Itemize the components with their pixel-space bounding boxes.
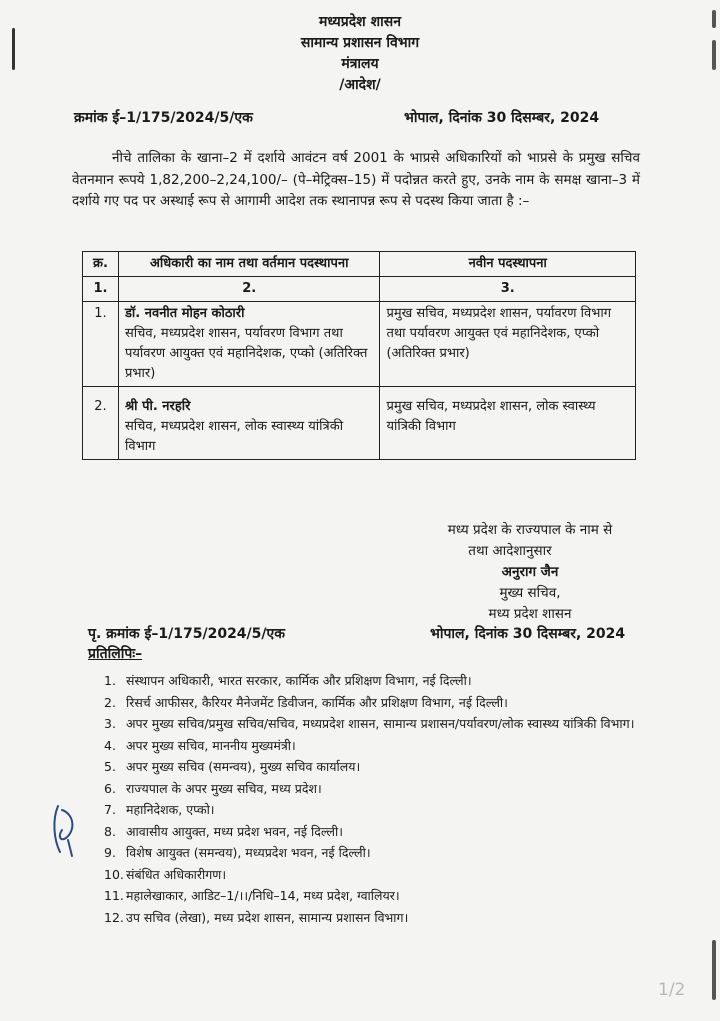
column-number: 3.: [380, 277, 636, 302]
list-item-text: राज्यपाल के अपर मुख्य सचिव, मध्य प्रदेश।: [126, 780, 322, 796]
list-item-text: महानिदेशक, एप्को।: [126, 802, 215, 817]
signature-block: [400, 520, 660, 625]
officer-name: डॉ. नवनीत मोहन कोठारी: [124, 306, 245, 321]
signatory-office: मध्य प्रदेश शासन: [488, 606, 572, 622]
list-item-number: 12.: [104, 909, 124, 925]
govt-name: मध्यप्रदेश शासन: [319, 14, 401, 30]
list-item-number: 1.: [104, 673, 116, 688]
list-item-number: 11.: [104, 888, 124, 903]
copies-list: [104, 670, 664, 928]
handwritten-initial-mark: [50, 800, 80, 860]
list-item: [104, 885, 664, 907]
list-item-text: संस्थापन अधिकारी, भारत सरकार, कार्मिक और प्रशिक्षण विभाग, नई दिल्ली।: [126, 673, 472, 688]
list-item-number: 2.: [104, 694, 116, 710]
list-item: [104, 842, 664, 864]
order-body-text: नीचे तालिका के खाना–2 में दर्शाये आवंटन वर्ष 2001 के भाप्रसे अधिकारियों को भाप्रसे के प्रमुख सचिव वेतनमान रूपये 1,82,200–2,24,100/– (पे–मेट्रिक्स–15) में पदोन्नत करते हुए, उनके नाम के समक्ष खाना–3 में दर्शाये गए पद पर अस्थाई रूप से आगामी आदेश तक स्थानापन्न रूप से पदस्थ किया जाता है :–: [72, 150, 640, 209]
table-header-row: [83, 252, 636, 277]
current-posting: सचिव, मध्यप्रदेश शासन, लोक स्वास्थ्य यांत्रिकी विभाग: [124, 419, 344, 454]
row-number: 2.: [83, 387, 119, 460]
list-item: [104, 670, 664, 692]
list-item-number: 6.: [104, 780, 116, 796]
order-place-date: भोपाल, दिनांक 30 दिसम्बर, 2024: [404, 110, 600, 126]
current-posting: सचिव, मध्यप्रदेश शासन, पर्यावरण विभाग तथा पर्यावरण आयुक्त एवं महानिदेशक, एप्को (अतिरिक्त प्रभार): [124, 326, 368, 381]
signature-line: तथा आदेशानुसार: [468, 543, 552, 559]
officer-name: श्री पी. नरहरि: [124, 399, 191, 414]
endorsement-ref-number: पृ. क्रमांक ई–1/175/2024/5/एक: [88, 626, 286, 642]
page-indicator: 1/2: [658, 980, 686, 1000]
list-item-number: 8.: [104, 823, 116, 839]
signature-line: मध्य प्रदेश के राज्यपाल के नाम से: [447, 522, 613, 538]
list-item: [104, 735, 664, 757]
row-number: 1.: [83, 302, 119, 387]
table-header-new-posting: नवीन पदस्थापना: [380, 252, 636, 277]
officer-cell: [118, 302, 380, 387]
list-item-text: विशेष आयुक्त (समन्वय), मध्यप्रदेश भवन, नई दिल्ली।: [126, 845, 371, 860]
signatory-designation: मुख्य सचिव,: [499, 585, 561, 601]
list-item: [104, 821, 664, 843]
list-item: [104, 778, 664, 800]
list-item-number: 10.: [104, 866, 124, 882]
list-item-number: 5.: [104, 759, 116, 774]
list-item: [104, 907, 664, 929]
edge-scan-mark: [712, 940, 716, 1000]
list-item-text: अपर मुख्य सचिव/प्रमुख सचिव/सचिव, मध्यप्रदेश शासन, सामान्य प्रशासन/पर्यावरण/लोक स्वास्थ्य यांत्रिकी विभाग।: [126, 716, 635, 731]
endorsement-place-date: भोपाल, दिनांक 30 दिसम्बर, 2024: [430, 626, 626, 642]
list-item: [104, 692, 664, 714]
list-item-text: महालेखाकार, आडिट–1/।।/निधि–14, मध्य प्रदेश, ग्वालियर।: [126, 888, 400, 903]
list-item: [104, 756, 664, 778]
list-item: [104, 799, 664, 821]
table-row: [83, 302, 636, 387]
list-item-number: 7.: [104, 802, 116, 817]
signatory-name: अनुराग जैन: [501, 564, 559, 580]
ministry-name: मंत्रालय: [341, 56, 379, 72]
list-item-number: 4.: [104, 737, 116, 753]
list-item: [104, 864, 664, 886]
table-header-officer: अधिकारी का नाम तथा वर्तमान पदस्थापना: [118, 252, 380, 277]
posting-table: [82, 251, 636, 460]
new-posting: प्रमुख सचिव, मध्यप्रदेश शासन, पर्यावरण विभाग तथा पर्यावरण आयुक्त एवं महानिदेशक, एप्को (अतिरिक्त प्रभार): [380, 302, 636, 387]
column-number: 1.: [83, 277, 119, 302]
new-posting: प्रमुख सचिव, मध्यप्रदेश शासन, लोक स्वास्थ्य यांत्रिकी विभाग: [380, 387, 636, 460]
table-numbering-row: [83, 277, 636, 302]
list-item: [104, 713, 664, 735]
list-item-text: रिसर्च आफीसर, कैरियर मैनेजमेंट डिवीजन, कार्मिक और प्रशिक्षण विभाग, नई दिल्ली।: [126, 694, 508, 710]
department-name: सामान्य प्रशासन विभाग: [300, 35, 420, 51]
order-ref-number: क्रमांक ई–1/175/2024/5/एक: [74, 110, 253, 126]
table-row: [83, 387, 636, 460]
document-header: [0, 12, 720, 96]
list-item-number: 3.: [104, 716, 116, 731]
list-item-text: अपर मुख्य सचिव, माननीय मुख्यमंत्री।: [126, 737, 296, 753]
list-item-text: उप सचिव (लेखा), मध्य प्रदेश शासन, सामान्य प्रशासन विभाग।: [126, 909, 409, 925]
table-header-serial: क्र.: [83, 252, 119, 277]
list-item-text: संबंधित अधिकारीगण।: [126, 866, 227, 882]
list-item-number: 9.: [104, 845, 116, 860]
list-item-text: आवासीय आयुक्त, मध्य प्रदेश भवन, नई दिल्ली।: [126, 823, 343, 839]
list-item-text: अपर मुख्य सचिव (समन्वय), मुख्य सचिव कार्यालय।: [126, 759, 361, 774]
order-heading: /आदेश/: [339, 77, 381, 93]
column-number: 2.: [118, 277, 380, 302]
copy-to-label: प्रतिलिपिः–: [88, 646, 143, 662]
officer-cell: [118, 387, 380, 460]
